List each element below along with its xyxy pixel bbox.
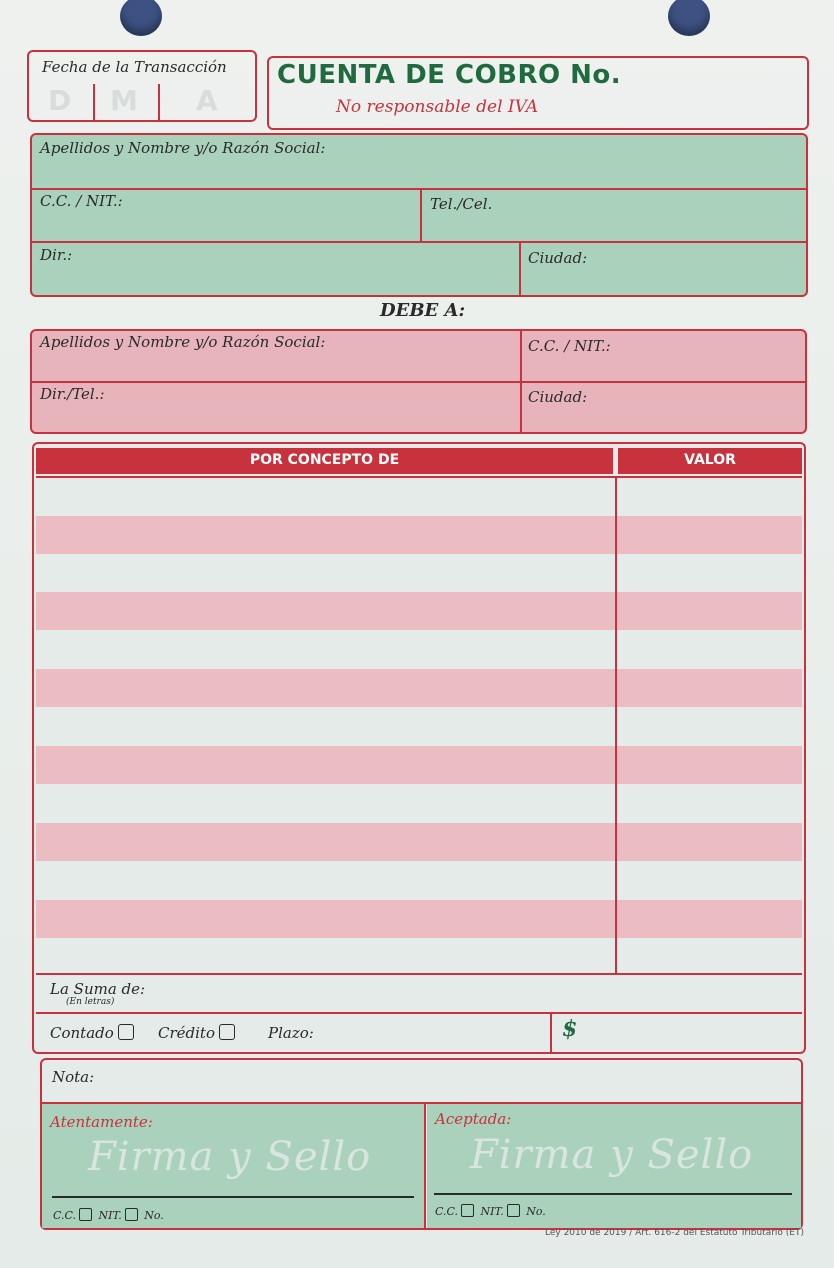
- contado-option[interactable]: [50, 1024, 134, 1042]
- aceptada-id-row: [435, 1204, 546, 1218]
- table-row-stripe: [36, 516, 802, 554]
- col-divider: [519, 241, 521, 297]
- table-row-stripe: [36, 669, 802, 707]
- atentamente-label: Atentamente:: [50, 1113, 153, 1131]
- emisor-cc-field[interactable]: C.C. / NIT.:: [40, 192, 123, 210]
- row-divider: [36, 1012, 802, 1014]
- emisor-ciudad-field[interactable]: Ciudad:: [528, 249, 588, 267]
- nota-field[interactable]: Nota:: [52, 1068, 95, 1086]
- plazo-field[interactable]: Plazo:: [268, 1024, 314, 1042]
- cc-checkbox[interactable]: [79, 1208, 92, 1221]
- nit-checkbox[interactable]: [507, 1204, 520, 1217]
- page-title: CUENTA DE COBRO No.: [277, 60, 622, 90]
- contado-label: Contado: [50, 1024, 114, 1042]
- atentamente-id-row: [53, 1208, 164, 1222]
- concepto-header: POR CONCEPTO DE: [36, 448, 613, 474]
- table-row-stripe: [36, 592, 802, 630]
- row-divider: [30, 381, 807, 383]
- cc-label: C.C.: [53, 1209, 77, 1222]
- table-row-stripe: [36, 823, 802, 861]
- nit-checkbox[interactable]: [125, 1208, 138, 1221]
- debe-a-heading: DEBE A:: [380, 300, 466, 321]
- binder-hole-right: [668, 0, 710, 36]
- table-row-stripe: [36, 746, 802, 784]
- firma-sello-watermark[interactable]: Firma y Sello: [470, 1132, 754, 1178]
- col-divider: [424, 1102, 426, 1230]
- emisor-nombre-field[interactable]: Apellidos y Nombre y/o Razón Social:: [40, 139, 326, 157]
- no-field[interactable]: No.: [526, 1205, 546, 1218]
- valor-header: VALOR: [618, 448, 802, 474]
- col-divider: [520, 329, 522, 434]
- row-divider: [30, 241, 808, 243]
- debe-ciudad-field[interactable]: Ciudad:: [528, 388, 588, 406]
- col-divider: [550, 1012, 552, 1052]
- binder-hole-left: [120, 0, 162, 36]
- row-divider: [36, 973, 802, 975]
- contado-checkbox[interactable]: [118, 1024, 134, 1040]
- emisor-dir-field[interactable]: Dir.:: [40, 246, 73, 264]
- nit-label: NIT.: [98, 1209, 122, 1222]
- page-subtitle: No responsable del IVA: [336, 97, 539, 117]
- month-field[interactable]: M: [110, 84, 138, 117]
- cc-checkbox[interactable]: [461, 1204, 474, 1217]
- credito-checkbox[interactable]: [219, 1024, 235, 1040]
- signature-line: [434, 1193, 792, 1195]
- suma-field[interactable]: La Suma de:: [50, 980, 146, 998]
- signature-line: [52, 1196, 414, 1198]
- valor-column-divider: [615, 476, 617, 974]
- nit-label: NIT.: [480, 1205, 504, 1218]
- debe-cc-field[interactable]: C.C. / NIT.:: [528, 337, 611, 355]
- fecha-label: Fecha de la Transacción: [42, 58, 227, 76]
- cc-label: C.C.: [435, 1205, 459, 1218]
- aceptada-label: Aceptada:: [435, 1110, 512, 1128]
- firma-sello-watermark[interactable]: Firma y Sello: [88, 1134, 372, 1180]
- suma-hint: (En letras): [66, 997, 115, 1007]
- dma-divider: [158, 84, 160, 120]
- row-divider: [30, 188, 808, 190]
- year-field[interactable]: A: [196, 84, 218, 117]
- col-divider: [420, 188, 422, 241]
- emisor-tel-field[interactable]: Tel./Cel.: [430, 195, 493, 213]
- header-underline: [36, 476, 802, 478]
- no-field[interactable]: No.: [144, 1209, 164, 1222]
- debe-nombre-field[interactable]: Apellidos y Nombre y/o Razón Social:: [40, 333, 326, 351]
- legal-footer: Ley 2010 de 2019 / Art. 616-2 del Estatuto Tributario (ET): [544, 1228, 804, 1238]
- dma-divider: [93, 84, 95, 120]
- table-row-stripe: [36, 900, 802, 938]
- credito-option[interactable]: [158, 1024, 235, 1042]
- debe-dir-field[interactable]: Dir./Tel.:: [40, 385, 105, 403]
- emisor-section: [30, 133, 808, 297]
- credito-label: Crédito: [158, 1024, 215, 1042]
- valor-total-field[interactable]: $: [562, 1016, 578, 1042]
- day-field[interactable]: D: [48, 84, 72, 117]
